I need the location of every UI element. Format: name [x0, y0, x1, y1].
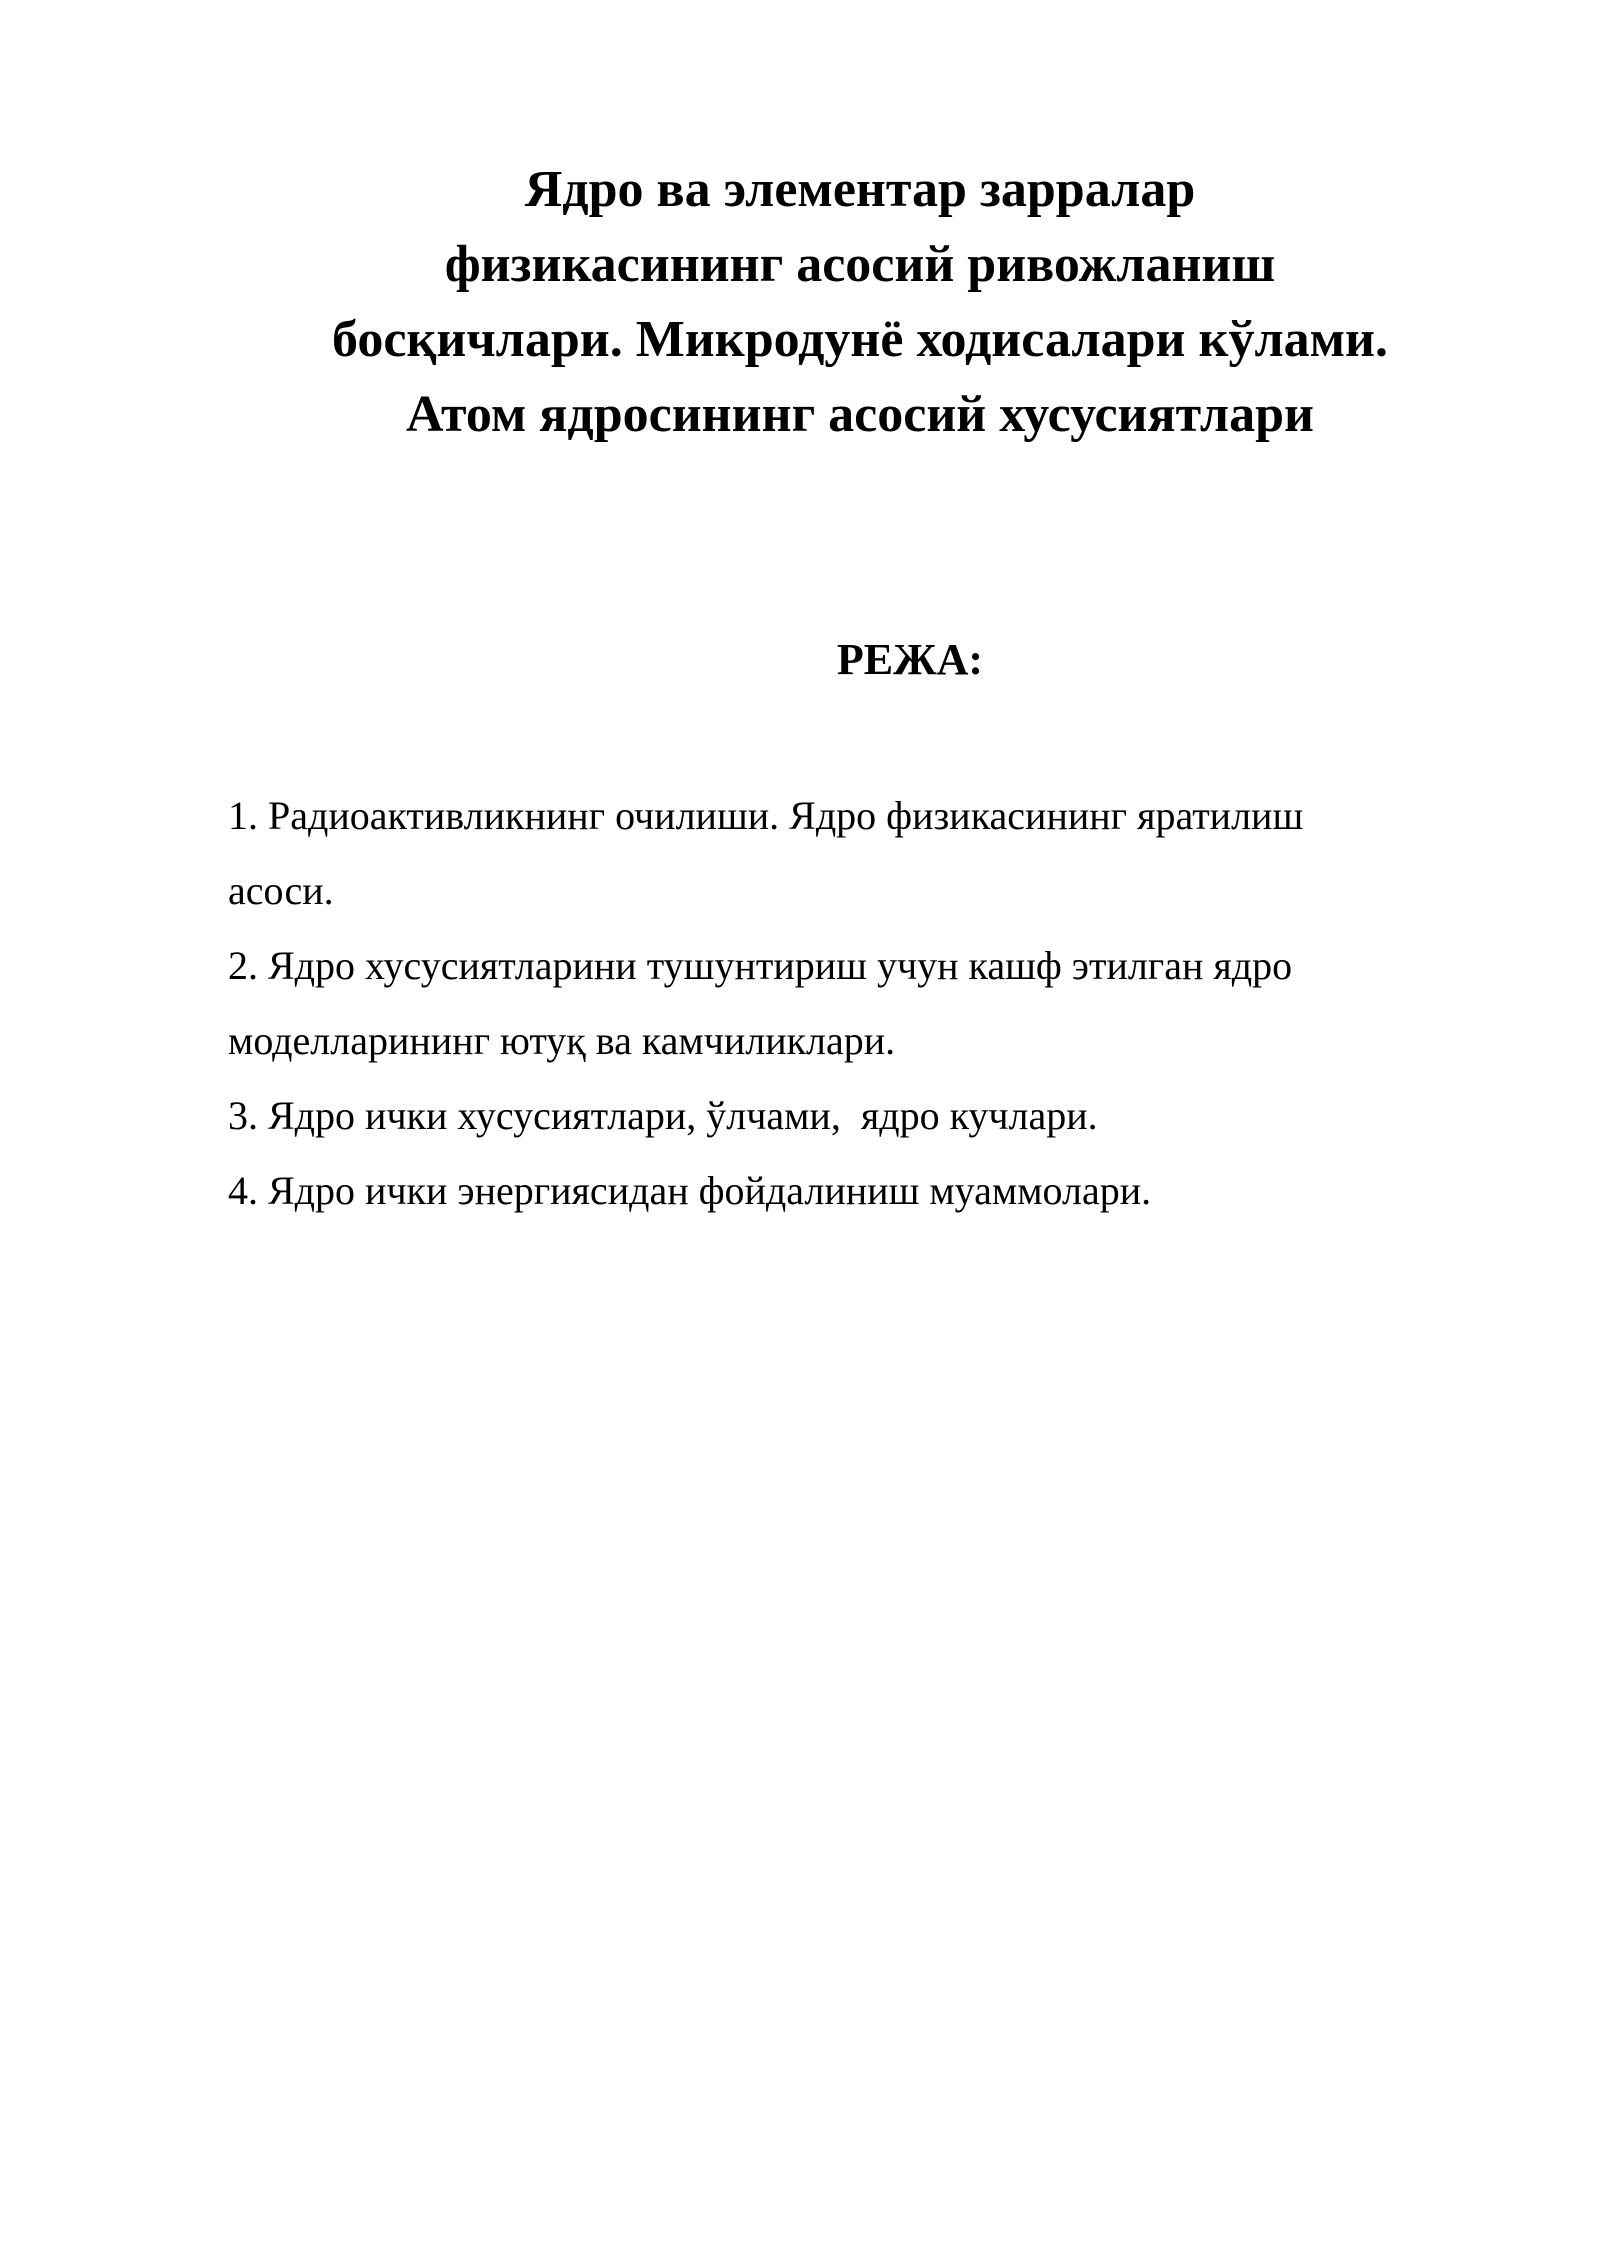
title-line-2: физикасининг асосий ривожланиш [444, 236, 1276, 293]
title-line-4: Атом ядросининг асосий хусусиятлари [406, 386, 1314, 443]
plan-line: 2. Ядро хусусиятларини тушунтириш учун кашф этилган ядро [228, 943, 1293, 988]
plan-line: 4. Ядро ички энергиясидан фойдалиниш муаммолари. [228, 1168, 1152, 1213]
plan-line: моделларининг ютуқ ва камчиликлари. [228, 1018, 896, 1063]
plan-line: асоси. [228, 868, 334, 913]
plan-list [228, 778, 1448, 1228]
title-line-1: Ядро ва элементар зарралар [524, 161, 1196, 218]
plan-heading: РЕЖА: [836, 635, 984, 684]
plan-line: 1. Радиоактивликнинг очилиши. Ядро физикасининг яратилиш [228, 793, 1304, 838]
plan-line: 3. Ядро ички хусусиятлари, ўлчами, ядро кучлари. [228, 1093, 1098, 1138]
title-line-3: босқичлари. Микродунё ходисалари кўлами. [332, 311, 1388, 368]
